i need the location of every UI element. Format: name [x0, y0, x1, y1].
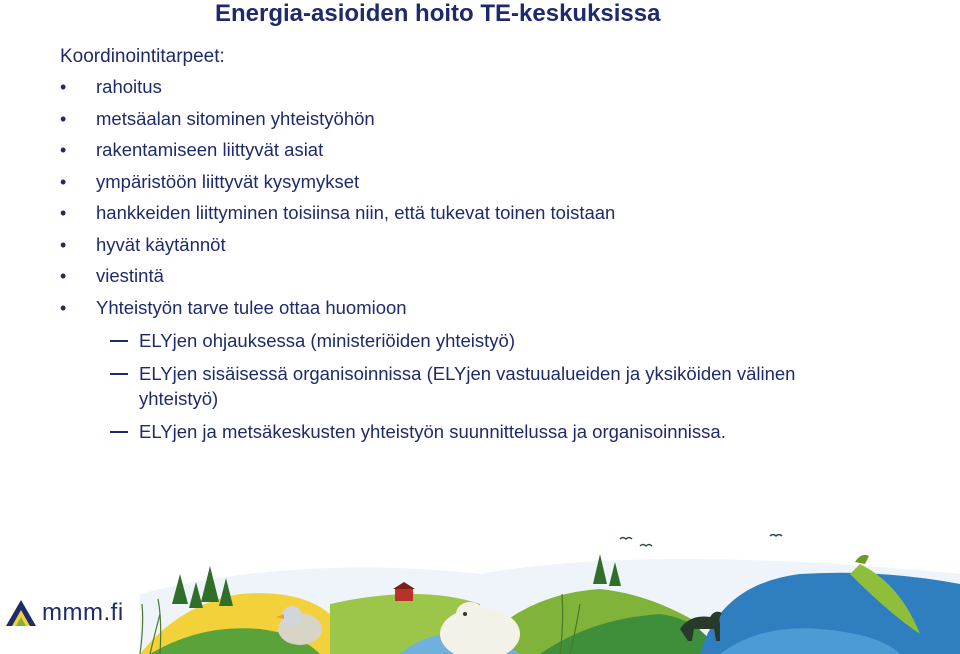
list-item	[60, 171, 820, 203]
list-item-text: ympäristöön liittyvät kysymykset	[96, 170, 360, 192]
section-heading: Koordinointitarpeet:	[60, 46, 225, 67]
sub-list-item-text: ELYjen sisäisessä organisoinnissa (ELYjen vastuualueiden ja yksiköiden välinen yhteistyö)	[139, 363, 796, 409]
sub-list-item	[110, 419, 810, 444]
list-item-text: hyvät käytännöt	[96, 233, 226, 255]
bullet-icon: •	[60, 234, 67, 255]
bullet-icon: •	[60, 140, 67, 160]
bullet-icon: •	[60, 203, 67, 223]
logo-mark-icon	[4, 598, 38, 628]
dash-icon	[110, 340, 128, 342]
list-item	[60, 297, 820, 329]
sub-list-item-text: ELYjen ja metsäkeskusten yhteistyön suunnittelussa ja organisoinnissa.	[139, 421, 726, 442]
sub-list-item	[110, 328, 810, 353]
bullet-icon: •	[60, 108, 67, 129]
list-item-text: Yhteistyön tarve tulee ottaa huomioon	[96, 296, 407, 318]
logo-text: mmm.fi	[42, 599, 124, 626]
dash-icon	[110, 431, 128, 433]
bullet-list	[60, 76, 820, 328]
list-item	[60, 234, 820, 266]
list-item	[60, 108, 820, 140]
list-item-text: rahoitus	[96, 76, 162, 97]
bullet-icon: •	[60, 297, 67, 318]
sub-list-item	[110, 361, 810, 411]
list-item	[60, 139, 820, 171]
list-item	[60, 265, 820, 297]
sub-list-item-text: ELYjen ohjauksessa (ministeriöiden yhteistyö)	[139, 330, 516, 351]
footer-illustration	[0, 534, 960, 654]
list-item	[60, 202, 820, 234]
bullet-icon: •	[60, 171, 67, 192]
slide-title: Energia-asioiden hoito TE-keskuksissa	[215, 0, 661, 27]
list-item-text: hankkeiden liittyminen toisiinsa niin, että tukevat toinen toistaan	[96, 202, 616, 223]
landscape-illustration	[0, 534, 960, 654]
sub-bullet-list	[110, 328, 810, 452]
bullet-icon: •	[60, 77, 67, 97]
list-item-text: rakentamiseen liittyvät asiat	[96, 139, 324, 160]
list-item-text: metsäalan sitominen yhteistyöhön	[96, 107, 375, 129]
bullet-icon: •	[60, 266, 67, 286]
dash-icon	[110, 373, 128, 375]
list-item-text: viestintä	[96, 265, 164, 286]
mmm-logo[interactable]	[4, 598, 124, 628]
list-item	[60, 76, 820, 108]
